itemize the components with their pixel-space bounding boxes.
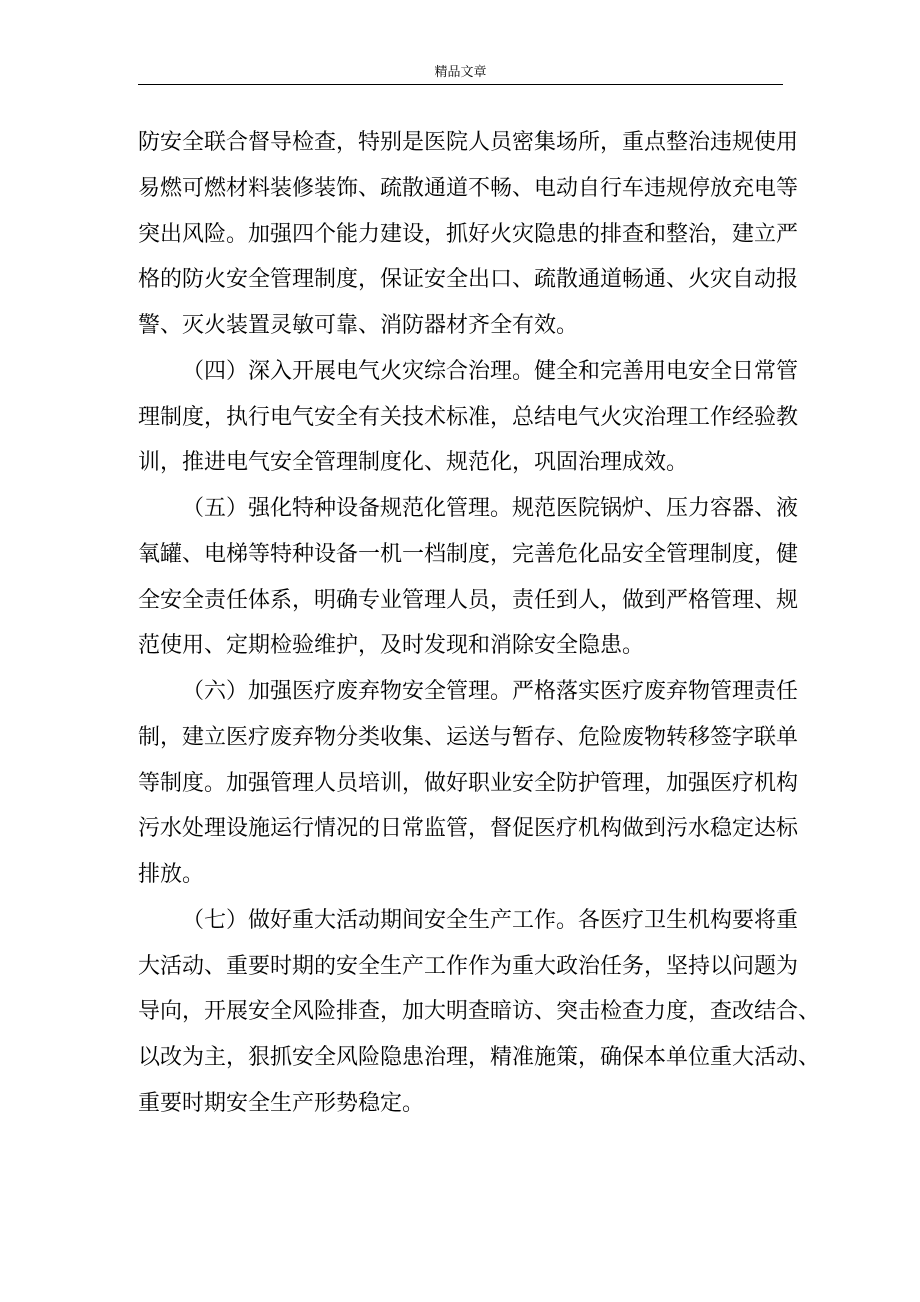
- paragraph-start-line: （六）加强医疗废弃物安全管理。严格落实医疗废弃物管理责任: [182, 679, 799, 704]
- text-line: 易燃可燃材料装修装饰、疏散通道不畅、电动自行车违规停放充电等: [138, 175, 799, 201]
- text-line: 警、灭火装置灵敏可靠、消防器材齐全有效。: [138, 313, 579, 338]
- text-line: 制，建立医疗废弃物分类收集、运送与暂存、危险废物转移签字联单: [138, 724, 799, 750]
- paragraph-start-line: （四）深入开展电气火灾综合治理。健全和完善用电安全日常管: [182, 358, 799, 384]
- text-line: 防安全联合督导检查，特别是医院人员密集场所，重点整治违规使用: [138, 130, 799, 155]
- paragraph-start-line: （七）做好重大活动期间安全生产工作。各医疗卫生机构要将重: [182, 907, 799, 933]
- text-line: 污水处理设施运行情况的日常监管，督促医疗机构做到污水稳定达标: [138, 816, 799, 842]
- page-header: [138, 62, 783, 85]
- text-line: 突出风险。加强四个能力建设，抓好火灾隐患的排查和整治，建立严: [138, 221, 799, 247]
- text-line: 以改为主，狠抓安全风险隐患治理，精准施策，确保本单位重大活动、: [138, 1045, 821, 1070]
- text-line: 范使用、定期检验维护，及时发现和消除安全隐患。: [138, 633, 645, 659]
- text-line: 全安全责任体系，明确专业管理人员，责任到人，做到严格管理、规: [138, 587, 799, 613]
- text-line: 排放。: [138, 862, 205, 887]
- paragraph-start-line: （五）强化特种设备规范化管理。规范医院锅炉、压力容器、液: [182, 496, 799, 521]
- text-line: 重要时期安全生产形势稳定。: [138, 1090, 425, 1116]
- text-line: 格的防火安全管理制度，保证安全出口、疏散通道畅通、火灾自动报: [138, 267, 799, 293]
- text-line: 氧罐、电梯等特种设备一机一档制度，完善危化品安全管理制度，健: [138, 541, 799, 567]
- text-line: 训，推进电气安全管理制度化、规范化，巩固治理成效。: [138, 450, 689, 476]
- header-title: 精品文章: [434, 65, 487, 80]
- document-body: [138, 120, 821, 1127]
- text-line: 导向，开展安全风险排查，加大明查暗访、突击检查力度，查改结合、: [138, 999, 821, 1025]
- text-line: 等制度。加强管理人员培训，做好职业安全防护管理，加强医疗机构: [138, 770, 799, 796]
- text-line: 大活动、重要时期的安全生产工作作为重大政治任务，坚持以问题为: [138, 953, 799, 979]
- text-line: 理制度，执行电气安全有关技术标准，总结电气火灾治理工作经验教: [138, 404, 799, 430]
